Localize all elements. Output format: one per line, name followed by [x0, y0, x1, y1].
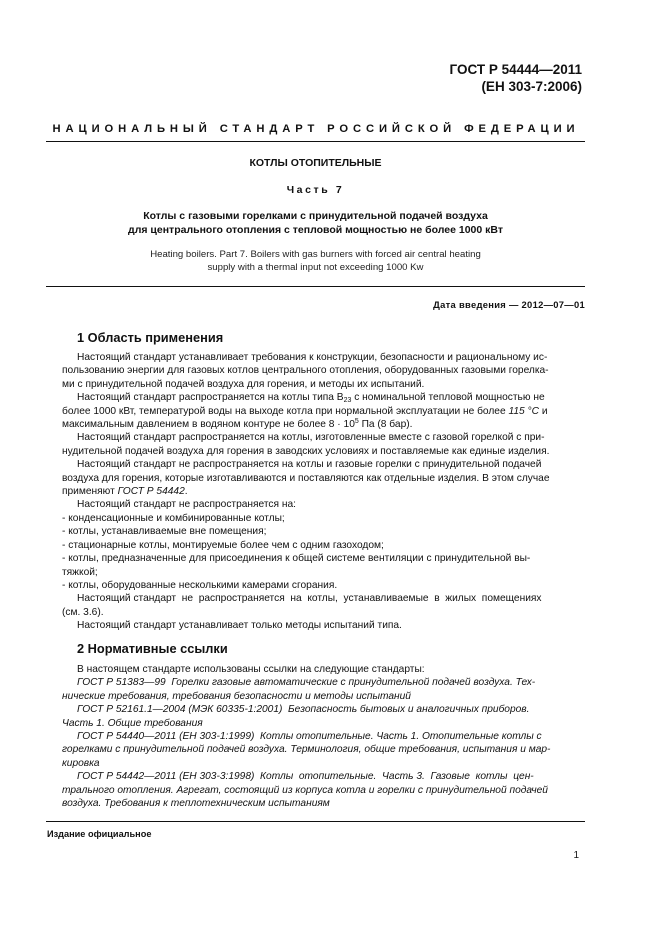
list-item: - котлы, устанавливаемые вне помещения;	[62, 526, 267, 538]
section-2-body	[62, 663, 585, 810]
text-line: пользованию энергии для газовых котлов центрального отопления, оборудованных газовыми горелка-	[62, 365, 549, 377]
text-line: нудительной подачей воздуха для горения в заводских условиях и поставляемые как единые изделия.	[62, 445, 550, 457]
official-edition-label: Издание официальное	[47, 829, 152, 839]
text-line: применяют ГОСТ Р 54442.	[62, 486, 188, 498]
list-item: - котлы, предназначенные для присоединения к общей системе вентиляции с принудительной вы-	[62, 553, 531, 565]
page-number: 1	[573, 850, 579, 861]
standard-designation	[450, 61, 582, 95]
reference-item: ГОСТ Р 52161.1—2004 (МЭК 60335-1:2001) Безопасность бытовых и аналогичных приборов.	[77, 704, 530, 716]
top-divider	[46, 141, 585, 142]
list-item: - конденсационные и комбинированные котлы;	[62, 512, 285, 524]
reference-item: воздуха. Требования к теплотехническим испытаниям	[62, 798, 330, 810]
document-subtitle	[46, 209, 585, 237]
standard-number: ГОСТ Р 54444—2011	[449, 62, 582, 77]
text-line: Настоящий стандарт устанавливает только методы испытаний типа.	[77, 620, 402, 632]
text-line: В настоящем стандарте использованы ссылки на следующие стандарты:	[77, 664, 425, 675]
text-line: Настоящий стандарт не распространяется на:	[77, 499, 297, 511]
subtitle-line: Котлы с газовыми горелками с принудительной подачей воздуха	[143, 210, 488, 222]
list-item: - стационарные котлы, монтируемые более чем с одним газоходом;	[62, 539, 384, 551]
reference-item: трального отопления. Агрегат, состоящий из корпуса котла и горелки с принудительной подачей	[62, 784, 548, 796]
english-title-line: supply with a thermal input not exceeding 1000 Kw	[207, 262, 424, 273]
standard-reference: ГОСТ Р 54442	[117, 486, 185, 498]
english-title-line: Heating boilers. Part 7. Boilers with gas burners with forced air central heating	[150, 249, 481, 260]
section-1-body	[62, 351, 585, 633]
list-item: - котлы, оборудованные несколькими камерами сгорания.	[62, 579, 338, 591]
text-line: Настоящий стандарт распространяется на котлы, изготовленные вместе с газовой горелкой с при-	[77, 432, 545, 444]
text-line: ми с принудительной подачей воздуха для горения, и методы их испытаний.	[62, 378, 425, 390]
introduction-date: Дата введения — 2012—07—01	[433, 299, 585, 310]
reference-item: кировка	[62, 757, 100, 769]
section-2-heading: 2 Нормативные ссылки	[77, 641, 228, 656]
reference-item: нические требования, требования безопасности и методы испытаний	[62, 690, 411, 702]
title-divider	[46, 286, 585, 287]
reference-item: ГОСТ Р 51383—99 Горелки газовые автоматические с принудительной подачей воздуха. Тех-	[77, 677, 536, 689]
reference-item: ГОСТ Р 54440—2011 (ЕН 303-1:1999) Котлы отопительные. Часть 1. Отопительные котлы с	[77, 731, 542, 743]
text-line: Настоящий стандарт не распространяется на котлы и газовые горелки с принудительной подачей	[77, 459, 542, 471]
text-line: Настоящий стандарт распространяется на котлы типа $B_{23}$ с номинальной тепловой мощностью не	[77, 392, 545, 405]
text-line: максимальным давлением в водяном контуре не более $8 \cdot 10^5$ Па (8 бар).	[62, 418, 413, 431]
text-line: воздуха для горения, которые изготавливаются и поставляются как отдельные изделия. В этом случае	[62, 472, 550, 484]
text-line: более 1000 кВт, температурой воды на выходе котла при нормальной эксплуатации не более 115 °C и	[62, 405, 548, 417]
part-label: Часть 7	[286, 184, 345, 196]
text-line: Настоящий стандарт устанавливает требования к конструкции, безопасности и рациональному ис-	[77, 352, 548, 363]
footer-divider	[46, 821, 585, 822]
national-standard-banner: НАЦИОНАЛЬНЫЙ СТАНДАРТ РОССИЙСКОЙ ФЕДЕРАЦИИ	[52, 123, 580, 135]
text-line: (см. 3.6).	[62, 606, 104, 618]
document-title: КОТЛЫ ОТОПИТЕЛЬНЫЕ	[249, 157, 382, 169]
text-line: Настоящий стандарт не распространяется на котлы, устанавливаемые в жилых помещениях	[77, 593, 542, 605]
reference-item: горелками с принудительной подачей воздуха. Терминология, общие требования, испытания и мар-	[62, 744, 551, 756]
section-1-heading: 1 Область применения	[77, 330, 224, 345]
reference-item: ГОСТ Р 54442—2011 (ЕН 303-3:1998) Котлы отопительные. Часть 3. Газовые котлы цен-	[77, 771, 534, 783]
en-reference: (ЕН 303-7:2006)	[481, 79, 582, 94]
subtitle-line: для центрального отопления с тепловой мощностью не более 1000 кВт	[128, 224, 503, 236]
reference-item: Часть 1. Общие требования	[62, 717, 203, 729]
list-item: тяжкой;	[62, 566, 98, 578]
english-title	[46, 248, 585, 274]
